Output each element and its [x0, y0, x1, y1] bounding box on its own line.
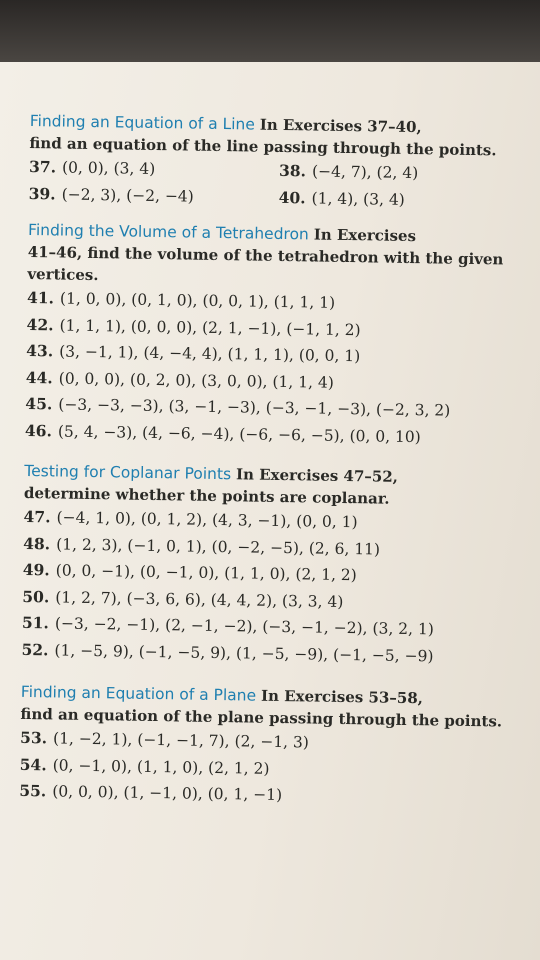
- page-content: [19, 110, 530, 812]
- exercise-51: 51. (−3, −2, −1), (2, −1, −2), (−3, −1, −2), (3, 2, 1): [21, 612, 435, 639]
- section-intro: In Exercises 37–40,: [259, 115, 422, 137]
- exercise-54: 54. (0, −1, 0), (1, 1, 0), (2, 1, 2): [19, 754, 270, 778]
- exercise-53: 53. (1, −2, 1), (−1, −1, 7), (2, −1, 3): [19, 727, 310, 752]
- exercise-44: 44. (0, 0, 0), (0, 2, 0), (3, 0, 0), (1, 1, 4): [25, 367, 334, 392]
- exercise-52: 52. (1, −5, 9), (−1, −5, 9), (1, −5, −9), (−1, −5, −9): [21, 639, 434, 665]
- section-title: Finding an Equation of a Line: [29, 111, 256, 134]
- textbook-page: [0, 62, 540, 960]
- section-description: find an equation of the plane passing through the points.: [20, 704, 503, 731]
- section-volume-tetrahedron: [25, 219, 528, 452]
- section-description: find an equation of the line passing through the points.: [29, 133, 497, 160]
- exercise-38: 38. (−4, 7), (2, 4): [278, 160, 419, 183]
- section-intro: In Exercises 53–58,: [260, 686, 424, 708]
- section-intro: In Exercises: [313, 225, 417, 246]
- exercise-45: 45. (−3, −3, −3), (3, −1, −3), (−3, −1, −3), (−2, 3, 2): [25, 393, 451, 420]
- exercise-55: 55. (0, 0, 0), (1, −1, 0), (0, 1, −1): [19, 780, 283, 805]
- exercise-49: 49. (0, 0, −1), (0, −1, 0), (1, 1, 0), (2, 1, 2): [22, 559, 357, 585]
- section-title: Finding the Volume of a Tetrahedron: [27, 220, 309, 244]
- section-intro: In Exercises 47–52,: [235, 465, 399, 486]
- exercise-39: 39. (−2, 3), (−2, −4): [28, 183, 194, 206]
- section-description: determine whether the points are coplanar.: [23, 483, 390, 508]
- exercise-37: 37. (0, 0), (3, 4): [28, 156, 156, 178]
- section-title: Testing for Coplanar Points: [24, 461, 232, 484]
- exercise-42: 42. (1, 1, 1), (0, 0, 0), (2, 1, −1), (−1, 1, 2): [26, 314, 361, 339]
- exercise-43: 43. (3, −1, 1), (4, −4, 4), (1, 1, 1), (0, 0, 1): [26, 340, 361, 366]
- exercise-50: 50. (1, 2, 7), (−3, 6, 6), (4, 4, 2), (3, 3, 4): [22, 586, 344, 611]
- exercise-46: 46. (5, 4, −3), (4, −6, −4), (−6, −6, −5), (0, 0, 10): [24, 420, 421, 446]
- section-title: Finding an Equation of a Plane: [20, 682, 257, 705]
- section-equation-of-plane: [19, 681, 521, 812]
- section-description: 41–46, find the volume of the tetrahedron with the given vertices.: [27, 242, 504, 285]
- section-equation-of-line: [28, 110, 529, 215]
- background-dark-edge: [0, 0, 540, 62]
- exercise-47: 47. (−4, 1, 0), (0, 1, 2), (4, 3, −1), (0, 0, 1): [23, 506, 358, 532]
- exercise-40: 40. (1, 4), (3, 4): [278, 187, 405, 209]
- section-coplanar-points: [21, 460, 524, 671]
- exercise-48: 48. (1, 2, 3), (−1, 0, 1), (0, −2, −5), (2, 6, 11): [23, 533, 381, 559]
- exercise-41: 41. (1, 0, 0), (0, 1, 0), (0, 0, 1), (1, 1, 1): [26, 287, 336, 312]
